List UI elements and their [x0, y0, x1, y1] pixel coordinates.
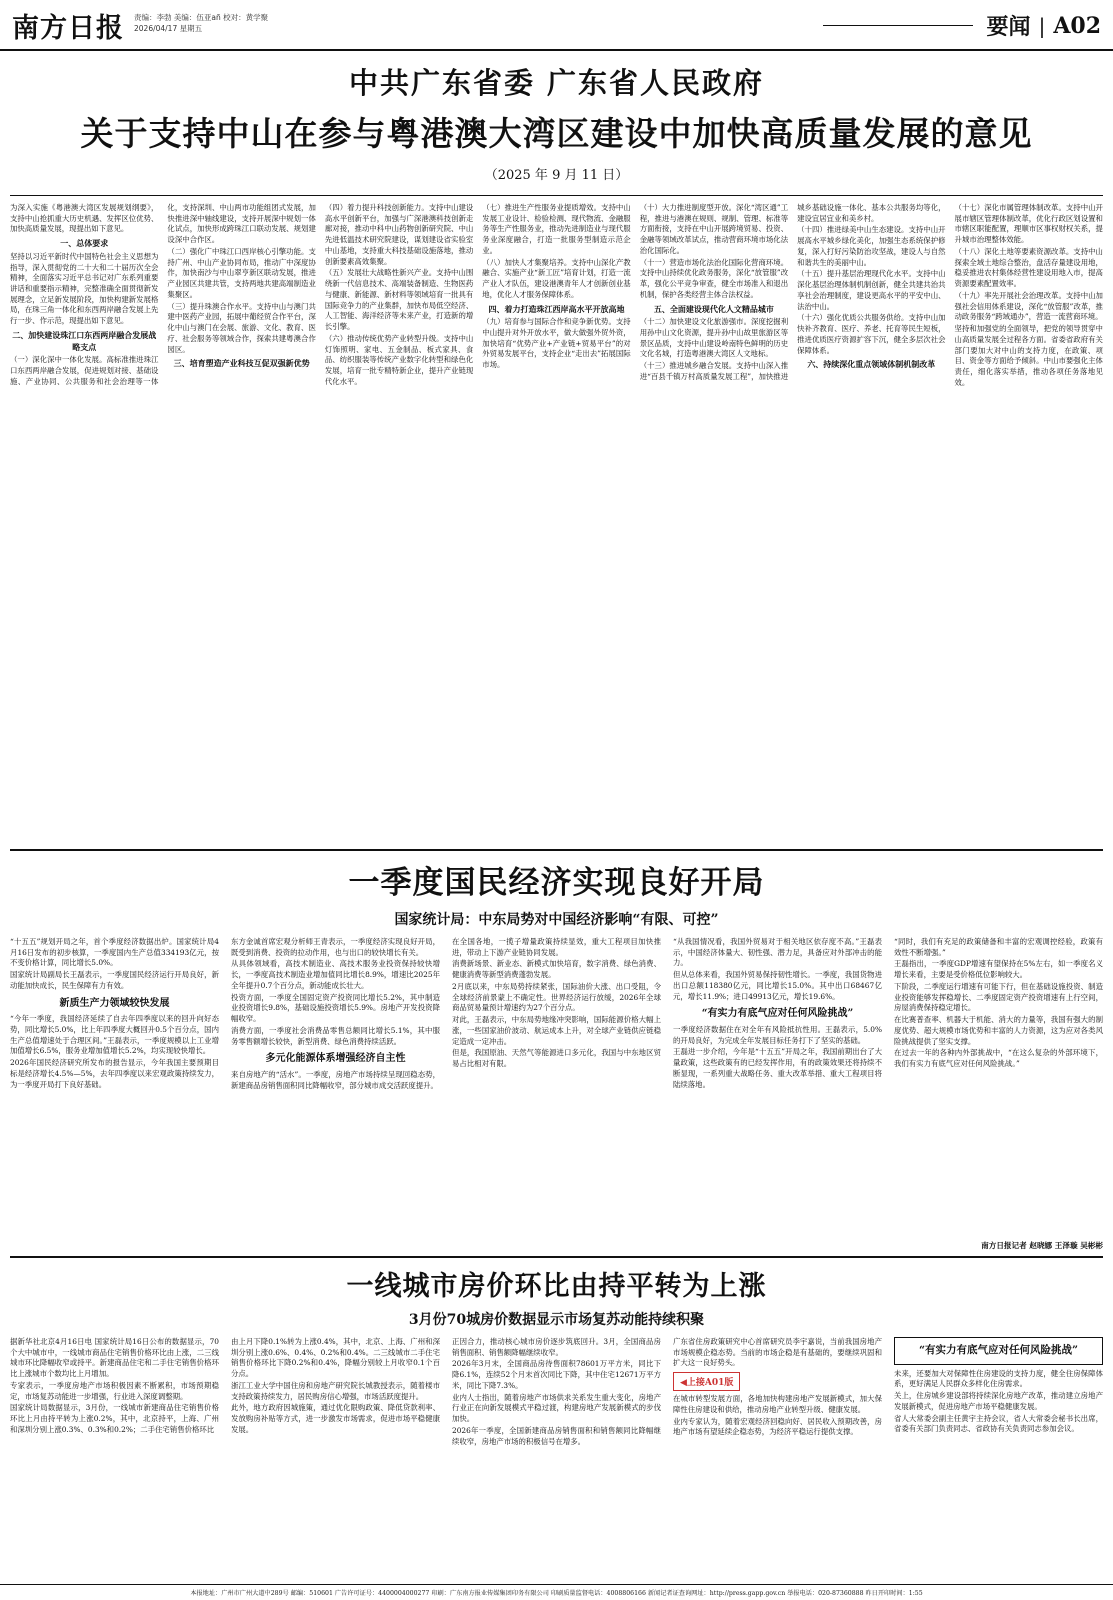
newspaper-logo: 南方日报: [12, 13, 124, 44]
body-paragraph: 消费新场景、新业态、新模式加快培育，数字消费、绿色消费、健康消费等新型消费蓬勃发展。: [452, 959, 661, 980]
section-heading: 三、培育塑造产业科技互促双强新优势: [173, 358, 310, 369]
body-paragraph: 2026年一季度，全国新建商品房销售面积和销售额同比降幅继续收窄，房地产市场的积极信号在增多。: [452, 1425, 661, 1446]
section-heading: 五、全面建设现代化人文精品城市: [653, 303, 774, 314]
body-paragraph: （十四）推进绿美中山生态建设。支持中山开展高水平城乡绿化美化，加强生态系统保护修复，深入打好污染防治攻坚战，建设人与自然和谐共生的美丽中山。: [797, 225, 946, 267]
bottom-feature: [0, 1258, 1113, 1600]
lead-headline-date: （2025 年 9 月 11 日）: [484, 168, 629, 183]
section-heading: 一、总体要求: [60, 238, 109, 249]
continued-from-label[interactable]: ◀上接A01版: [673, 1372, 740, 1391]
pull-quote: “有实力有底气应对任何风险挑战”: [894, 1337, 1103, 1365]
mid-feature-head: [10, 857, 1103, 929]
masthead-rule: [823, 25, 973, 26]
page-footer: 本报地址：广州市广州大道中289号 邮编：510601 广告许可证号：4400004000277 印刷：广东南方报业传媒集团印务有限公司 印刷质量监督电话：4008806166 新闻记者证查询网址：http://press.gapp.gov.cn 举报电话：020-87360888 昨日开印时间：1:55: [0, 1584, 1113, 1600]
bottom-feature-title: 一线城市房价环比由持平转为上涨: [346, 1271, 767, 1302]
body-paragraph: “从我国情况看，我国外贸易对于相关地区依存度不高。”王磊表示，中国经济体量大、韧性强、潜力足，具备应对外部冲击的能力。: [673, 937, 882, 968]
body-paragraph: 2026年国民经济研究所发布的报告显示，今年我国主要预期目标是经济增长4.5%—5%，去年四季度以来宏观政策持续发力，为一季度开局打下良好基础。: [10, 1058, 219, 1089]
body-paragraph: 专家表示，一季度房地产市场积极因素不断累积，市场预期稳定，市场复苏动能进一步增强，行业进入深度调整期。: [10, 1380, 219, 1401]
body-paragraph: （一）深化深中一体化发展。高标准推进珠江口东西两岸融合发展，促进规划对接、基础设施、产业协同、公共服务和社会治理等一体化，支持深圳、中山两市功能组团式发展，加快推进深中轴线建设，支持开展深中规划一体化试点，加快形成跨珠江口联动发展、规划建设深中合作区。: [10, 203, 316, 386]
mid-feature-body: [10, 937, 1103, 1237]
section-heading: 二、加快建设珠江口东西两岸融合发展战略支点: [12, 329, 157, 352]
body-paragraph: （十三）推进城乡融合发展。支持中山深入推进“百县千镇万村高质量发展工程”，加快推进城乡基础设施一体化、基本公共服务均等化，建设宜居宜业和美乡村。: [639, 203, 946, 381]
masthead-date: 2026/04/17 星期五: [134, 24, 203, 34]
body-paragraph: “今年一季度，我国经济延续了自去年四季度以来的回升向好态势，同比增长5.0%，比上年四季度大概回升0.5个百分点，国内生产总值增速处于合理区间。”王磊表示，一季度规模以上工业增加值增长6.5%，服务业增加值增长5.2%，均实现较快增长。: [10, 1014, 219, 1056]
body-paragraph: （八）加快人才集聚培养。支持中山深化产教融合、实施产业“新工匠”培育计划，打造一流产业人才队伍，建设港澳青年人才创新创业基地，优化人才服务保障体系。: [482, 257, 631, 299]
body-paragraph: 此外，地方政府因城施策，通过优化限购政策、降低贷款利率、发放购房补贴等方式，进一步激发市场需求，促进市场平稳健康发展。: [231, 1403, 440, 1434]
section-heading: 新质生产力领域较快发展: [59, 997, 170, 1009]
body-paragraph: 一季度经济数据住在对全年有风险抵抗性用。王磊表示，5.0%的开局良好，为完成全年发展目标任务打下了坚实的基础。: [673, 1024, 882, 1045]
body-paragraph: 王磊进一步介绍，今年是“十五五”开局之年，我国前期出台了大量政策，这些政策有的已经发挥作用，有的政策效果还将持续不断显现，一系列重大战略任务、重大改革举措、重大工程项目将陆续落地。: [673, 1047, 882, 1089]
body-paragraph: （九）培育参与国际合作和竞争新优势。支持中山提升对外开放水平，做大做强外贸外资，加快培育“优势产业+产业链+贸易平台”的对外贸易发展平台，支持企业“走出去”拓展国际市场。: [482, 317, 631, 370]
masthead-section: 要闻: [986, 14, 1031, 40]
body-paragraph: （六）推动传统优势产业转型升级。支持中山灯饰照明、家电、五金制品、板式家具、食品、纺织服装等传统产业数字化转型和绿色化发展，培育一批专精特新企业，提升产业链现代化水平。: [324, 333, 474, 386]
lead-article-body: [0, 196, 1113, 843]
body-paragraph: （三）提升珠澳合作水平。支持中山与澳门共建中医药产业园，拓展中葡经贸合作平台，深化中山与澳门在会展、旅游、文化、教育、医疗、社会服务等领域合作，探索共建粤澳合作园区。: [167, 301, 316, 354]
body-paragraph: 在比赛普查率、机器大于机能、消大的力量等，我国有强大的制度优势、超大规模市场优势和丰富的人力资源，这为应对各类风险挑战提供了坚实支撑。: [894, 1015, 1103, 1046]
body-paragraph: （二）强化广中珠江口西岸核心引擎功能。支持广州、中山产业协同布局，推动广中深度协作，加快南沙与中山翠亨新区联动发展，推进产业园区共建共管，支持两地共建高端制造业集聚区。: [167, 246, 316, 299]
body-paragraph: “十五五”规划开局之年，首个季度经济数据出炉。国家统计局4月16日发布的初步核算，一季度国内生产总值334193亿元，按不变价格计算，同比增长5.0%。: [10, 937, 219, 968]
body-paragraph: （十）大力推进制度型开放。深化“湾区通”工程，推进与港澳在规则、规制、管理、标准等方面衔接，支持在中山开展跨境贸易、投资、金融等领域改革试点，推动营商环境市场化法治化国际化。: [639, 203, 789, 255]
masthead-section-area: [823, 6, 1101, 41]
lead-headline-line2: 关于支持中山在参与粤港澳大湾区建设中加快高质量发展的意见: [80, 114, 1033, 153]
body-paragraph: 关上，住房城乡建设部将持续深化房地产改革，推动建立房地产发展新模式，促进房地产市场平稳健康发展。: [894, 1391, 1103, 1411]
body-paragraph: 由上月下降0.1%转为上涨0.4%，其中，北京、上海、广州和深圳分别上涨0.6%、0.4%、0.2%和0.4%。二三线城市二手住宅销售价格环比下降0.2%和0.4%，降幅分别较上月收窄0.1个百分点。: [231, 1337, 440, 1379]
body-paragraph: （十八）深化土地等要素资源改革。支持中山探索全域土地综合整治，盘活存量建设用地，稳妥推进农村集体经营性建设用地入市，提高资源要素配置效率。: [954, 246, 1103, 289]
mid-feature: [0, 851, 1113, 1251]
body-paragraph: （十二）加快建设文化旅游强市。深度挖掘利用孙中山文化资源，提升孙中山故里旅游区等景区品质，支持中山建设岭南特色鲜明的历史文化名城，打造粤港澳大湾区人文地标。: [639, 317, 789, 359]
body-paragraph: 正因合力，推动核心城市房价逐步筑底回升。3月，全国商品房销售面积、销售额降幅继续收窄。: [452, 1337, 661, 1357]
body-paragraph: 在过去一年的各种内外部挑战中，“在这么复杂的外部环境下，我们有实力有底气应对任何风险挑战。”: [894, 1048, 1103, 1069]
body-paragraph: 消费方面，一季度社会消费品零售总额同比增长5.1%，其中服务零售额增长较快，新型消费、绿色消费持续活跃。: [231, 1025, 440, 1046]
section-heading: 多元化能源体系增强经济自主性: [265, 1053, 406, 1065]
mid-feature-title: 一季度国民经济实现良好开局: [348, 865, 765, 901]
body-paragraph: 据新华社北京4月16日电 国家统计局16日公布的数据显示，70个大中城市中，一线城市商品住宅销售价格环比由上涨，二三线城市环比降幅收窄或持平。新建商品住宅和二手住宅销售价格环比上涨城市个数均比上月增加。: [10, 1337, 219, 1379]
masthead-divider: |: [1038, 13, 1046, 38]
body-paragraph: 省人大常委会副主任黄宇主持会议，省人大常委会秘书长出席，省委有关部门负责同志、省政协有关负责同志参加会议。: [894, 1413, 1103, 1434]
body-paragraph: 国家统计局副局长王磊表示，一季度国民经济运行开局良好，新动能加快成长，民生保障有力有效。: [10, 970, 219, 990]
bottom-feature-body: [10, 1337, 1103, 1600]
lead-headline-block: [0, 51, 1113, 187]
body-paragraph: （十七）深化市属管理体制改革。支持中山开展市辖区管理体制改革，优化行政区划设置和市辖区职能配置，理顺市区事权财权关系，提升城市治理整体效能。: [954, 203, 1103, 245]
masthead-page-number: A02: [1053, 12, 1101, 39]
mid-feature-subtitle: 国家统计局：中东局势对中国经济影响“有限、可控”: [394, 912, 719, 928]
body-paragraph: 从具体领域看，高技术制造业、高技术服务业投资保持较快增长，一季度高技术制造业增加值同比增长8.9%，增速比2025年全年提升0.7个百分点，新动能成长壮大。: [231, 959, 440, 990]
body-paragraph: 业内专家认为，随着宏观经济回稳向好、居民收入预期改善，房地产市场有望延续企稳态势，为经济平稳运行提供支撑。: [673, 1416, 882, 1437]
section-heading: “有实力有底气应对任何风险挑战”: [701, 1008, 854, 1020]
body-paragraph: 国家统计局数据显示，3月份，一线城市新建商品住宅销售价格环比上月由持平转为上涨0.2%，其中，北京持平，上海、广州和深圳分别上涨0.3%、0.3%和0.2%；二手住宅销售价格环比: [10, 1403, 219, 1434]
body-paragraph: 但从总体来看，我国外贸易保持韧性增长。一季度，我国货物进出口总额118380亿元，同比增长15.0%。其中出口68467亿元，增长11.9%；进口49913亿元，增长19.6%。: [673, 970, 882, 1001]
body-paragraph: 来自房地产的“活水”。一季度，房地产市场持续呈现回稳态势，新建商品房销售面积同比降幅收窄，部分城市成交活跃度提升。: [231, 1069, 440, 1090]
masthead-editors: 责编：李勃 美编：伍亚añ 校对：黄学聚: [134, 13, 269, 22]
body-paragraph: 在城市转型发展方面，各地加快构建房地产发展新模式，加大保障性住房建设和供给，推动房地产业转型升级、健康发展。: [673, 1394, 882, 1414]
body-paragraph: 坚持和加强党的全面领导，把党的领导贯穿中山高质量发展全过程各方面。省委省政府有关部门要加大对中山的支持力度，在政策、项目、资金等方面给予倾斜。中山市要强化主体责任，细化落实举措，推动各项任务落地见效。: [954, 324, 1103, 387]
body-paragraph: 浙江工业大学中国住房和房地产研究院长城教授表示，随着楼市支持政策持续发力，居民购房信心增强，市场活跃度提升。: [231, 1380, 440, 1401]
body-paragraph: （十一）营造市场化法治化国际化营商环境。支持中山持续优化政务服务，深化“放管服”改革，强化公平竞争审查，健全市场准入和退出机制，保护各类经营主体合法权益。: [639, 257, 789, 299]
body-paragraph: （五）发展壮大战略性新兴产业。支持中山围绕新一代信息技术、高端装备制造、生物医药与健康、新能源、新材料等领域培育一批具有国际竞争力的产业集群，加快布局低空经济、人工智能、海洋经济等未来产业，打造新的增长引擎。: [324, 268, 474, 332]
body-paragraph: 在全国各地，一揽子增量政策持续显效，重大工程项目加快推进，带动上下游产业链协同发展。: [452, 937, 661, 957]
body-paragraph: （七）推进生产性服务业提质增效。支持中山发展工业设计、检验检测、现代物流、金融服务等生产性服务业，推动先进制造业与现代服务业深度融合，打造一批服务型制造示范企业。: [482, 203, 631, 255]
body-paragraph: （四）着力提升科技创新能力。支持中山建设高水平创新平台，加强与广深港澳科技创新走廊对接，推动中科中山药物创新研究院、中山先进低温技术研究院建设，谋划建设省实验室中山基地，支持重大科技基础设施落地，推动创新要素高效集聚。: [324, 203, 474, 266]
mid-feature-byline: 南方日报记者 赵晓娜 王泽璇 吴彬彬: [981, 1241, 1103, 1250]
body-paragraph: 但是，我国原油、天然气等能源进口多元化，我国与中东地区贸易占比相对有限。: [452, 1048, 661, 1069]
body-paragraph: “同时，我们有充足的政策储备和丰富的宏观调控经验，政策有效性不断增强。”: [894, 937, 1103, 957]
body-paragraph: 2026年3月末，全国商品房待售面积78601万平方米，同比下降6.1%，连续52个月末首次同比下降，其中住宅12671万平方米，同比下降7.3%。: [452, 1359, 661, 1390]
section-heading: 六、持续深化重点领域体制机制改革: [807, 359, 936, 370]
body-paragraph: （十五）提升基层治理现代化水平。支持中山深化基层治理体制机制创新，健全共建共治共享社会治理制度，建设更高水平的平安中山、法治中山。: [797, 269, 946, 311]
body-paragraph: 2月底以来，中东局势持续紧张，国际油价大涨、出口受阻，令全球经济前景蒙上不确定性。世界经济运行放缓，2026年全球商品贸易量预计增速约为27个百分点。: [452, 981, 661, 1013]
body-paragraph: 东方金诚首席宏观分析师王青表示，一季度经济实现良好开局，既受到消费、投资的拉动作用，也与出口的较快增长有关。: [231, 937, 440, 957]
body-paragraph: 为深入实施《粤港澳大湾区发展规划纲要》，支持中山抢抓重大历史机遇、发挥区位优势、加快高质量发展，现提出如下意见。: [10, 203, 159, 234]
body-paragraph: （十九）率先开展社会治理改革。支持中山加强社会信用体系建设，深化“放管服”改革，推动政务服务“跨域通办”，营造一流营商环境。: [954, 290, 1103, 322]
body-paragraph: 投资方面，一季度全国固定资产投资同比增长5.2%，其中制造业投资增长9.8%，基础设施投资增长5.9%。房地产开发投资降幅收窄。: [231, 992, 440, 1024]
body-paragraph: 未来，还要加大对保障性住房建设的支持力度，健全住房保障体系，更好满足人民群众多样化住房需求。: [894, 1368, 1103, 1389]
body-paragraph: 广东省住房政策研究中心首席研究员李宇嘉说，当前我国房地产市场规模企稳态势。当前的市场企稳是有基础的，要继续巩固和扩大这一良好势头。: [673, 1337, 882, 1368]
masthead-meta: [134, 6, 268, 35]
body-paragraph: 业内人士指出，随着房地产市场供求关系发生重大变化，房地产行业正在向新发展模式平稳过渡，构建房地产发展新模式的步伐加快。: [452, 1392, 661, 1424]
body-paragraph: 下阶段，二季度运行增速有可能下行，但在基础设施投资、制造业投资能够发挥稳增长、二季度固定资产投资增速有上行空间，房屋消费保持稳定增长。: [894, 981, 1103, 1013]
body-paragraph: 坚持以习近平新时代中国特色社会主义思想为指导，深入贯彻党的二十大和二十届历次全会精神，全面落实习近平总书记对广东系列重要讲话和重要指示精神，完整准确全面贯彻新发展理念，立足新发展阶段，加快构建新发展格局，在珠三角一体化和东西两岸融合发展上先行一步、作示范，现提出如下意见。: [10, 251, 159, 326]
bottom-feature-subtitle: 3月份70城房价数据显示市场复苏动能持续积聚: [408, 1312, 705, 1328]
lead-headline-line1: 中共广东省委 广东省人民政府: [348, 66, 765, 100]
masthead: [0, 0, 1113, 51]
body-paragraph: 王磊指出，一季度GDP增速有望保持在5%左右，如一季度名义增长来看，主要是受价格低位影响较大。: [894, 959, 1103, 980]
section-heading: 四、着力打造珠江西岸高水平开放高地: [488, 303, 625, 314]
body-paragraph: 对此，王磊表示，中东局势地缘冲突影响，国际能源价格大幅上涨，一些国家油价波动、航运成本上升，对全球产业链供应链稳定造成一定冲击。: [452, 1015, 661, 1046]
body-paragraph: （十六）强化优质公共服务供给。支持中山加快补齐教育、医疗、养老、托育等民生短板，推进优质医疗资源扩容下沉，健全多层次社会保障体系。: [797, 313, 946, 355]
